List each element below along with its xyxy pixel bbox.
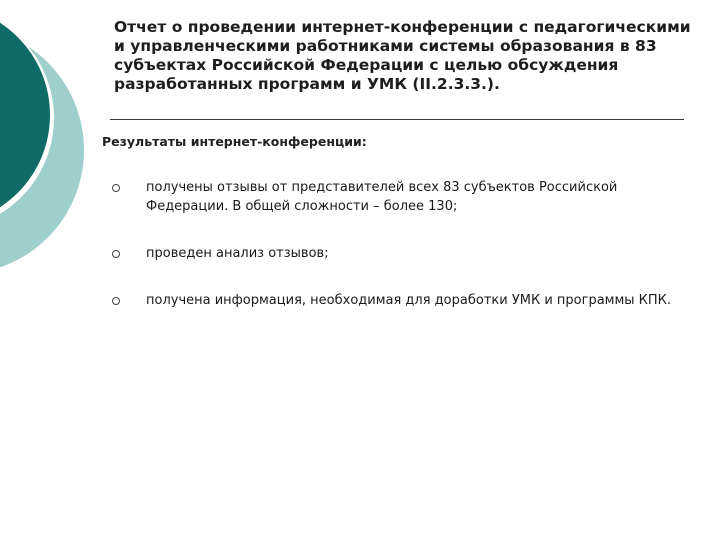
slide-title: Отчет о проведении интернет-конференции с педагогическими и управленческими работниками системы образования в 83 субъектах Российской Федерации с целью обсуждения разработанных программ и УМК (II.2.3.3.). bbox=[114, 18, 691, 93]
list-item bbox=[112, 244, 692, 263]
list-item-text: проведен анализ отзывов; bbox=[146, 246, 329, 261]
list-item-text: получена информация, необходимая для доработки УМК и программы КПК. bbox=[146, 293, 672, 308]
list-item bbox=[112, 291, 692, 310]
circle-bullet-icon bbox=[112, 250, 120, 258]
list-item bbox=[112, 178, 692, 216]
results-list bbox=[112, 178, 692, 310]
circle-bullet-icon bbox=[112, 297, 120, 305]
decorative-circles bbox=[0, 0, 130, 300]
title-divider bbox=[110, 119, 684, 120]
circle-bullet-icon bbox=[112, 184, 120, 192]
results-heading: Результаты интернет-конференции: bbox=[102, 134, 367, 149]
list-item-text: получены отзывы от представителей всех 83 субъектов Российской Федерации. В общей сложности – более 130; bbox=[146, 180, 618, 214]
